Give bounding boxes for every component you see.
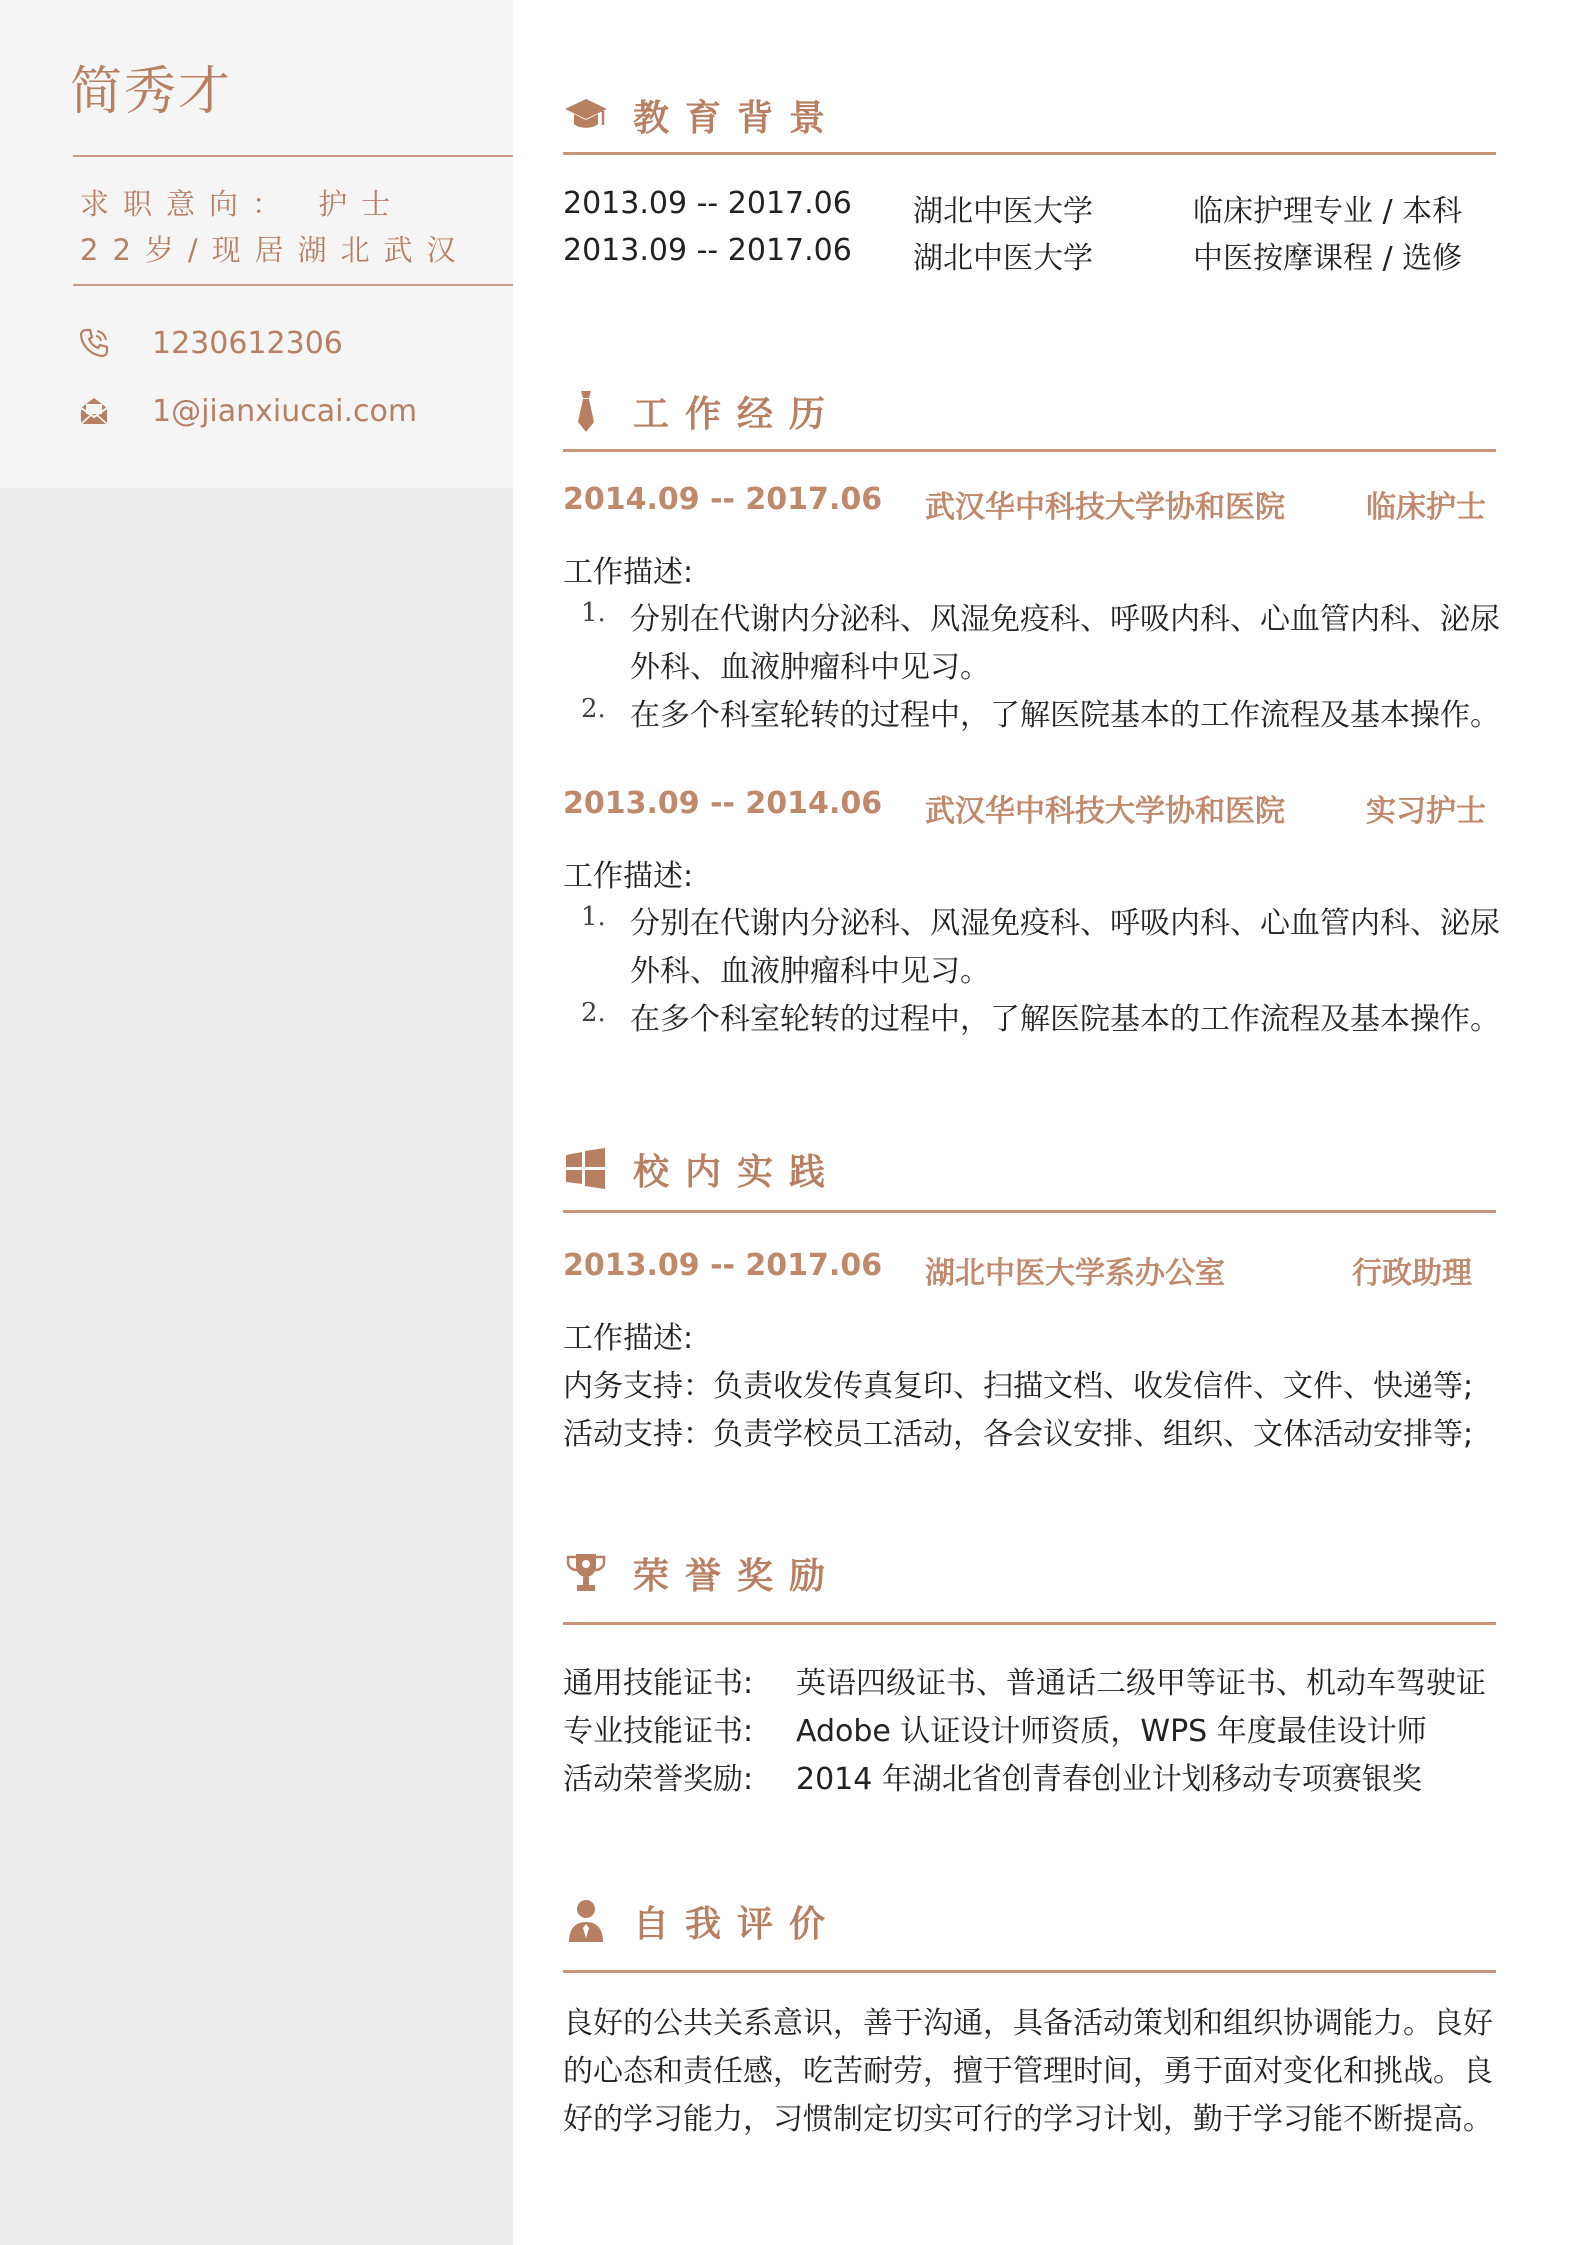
divider [73, 155, 513, 157]
edu-major: 临床护理专业 / 本科 [1193, 194, 1463, 229]
section-title: 自我评价 [633, 1904, 842, 1945]
edu-major: 中医按摩课程 / 选修 [1193, 241, 1463, 276]
envelope-icon [78, 395, 110, 427]
phone-icon [78, 327, 110, 359]
person-icon [563, 1898, 609, 1944]
honors-header [563, 1542, 1496, 1602]
honor-label: 通用技能证书: [563, 1666, 754, 1701]
candidate-name: 简秀才 [70, 62, 233, 122]
section-title: 工作经历 [633, 394, 842, 435]
job-period: 2013.09 -- 2014.06 [563, 786, 883, 821]
contact-email [78, 391, 417, 431]
edu-period: 2013.09 -- 2017.06 [563, 233, 852, 268]
job-role: 实习护士 [1366, 794, 1486, 829]
section-divider [563, 152, 1496, 155]
trophy-icon [563, 1550, 609, 1596]
list-item: 分别在代谢内分泌科、风湿免疫科、呼吸内科、心血管内科、泌尿 [630, 602, 1500, 637]
edu-period: 2013.09 -- 2017.06 [563, 186, 852, 221]
campus-org: 湖北中医大学系办公室 [925, 1256, 1225, 1291]
list-number: 1. [581, 598, 606, 628]
section-title: 校内实践 [633, 1152, 842, 1193]
divider [73, 284, 513, 286]
list-item: 在多个科室轮转的过程中，了解医院基本的工作流程及基本操作。 [630, 1002, 1500, 1037]
job-desc-label: 工作描述: [563, 555, 694, 590]
list-number: 2. [581, 998, 606, 1028]
graduation-cap-icon [563, 92, 609, 138]
honor-label: 专业技能证书: [563, 1714, 754, 1749]
section-title: 教育背景 [633, 98, 842, 139]
job-org: 武汉华中科技大学协和医院 [925, 490, 1285, 525]
honor-label: 活动荣誉奖励: [563, 1762, 754, 1797]
list-item: 分别在代谢内分泌科、风湿免疫科、呼吸内科、心血管内科、泌尿 [630, 906, 1500, 941]
honor-value: 2014 年湖北省创青春创业计划移动专项赛银奖 [796, 1762, 1422, 1797]
list-item-continued: 外科、血液肿瘤科中见习。 [630, 650, 990, 685]
job-intent: 求职意向： 护士 [80, 187, 405, 221]
windows-icon [563, 1146, 609, 1192]
education-header [563, 84, 1496, 144]
campus-header [563, 1138, 1496, 1198]
tie-icon [563, 388, 609, 434]
list-item: 在多个科室轮转的过程中，了解医院基本的工作流程及基本操作。 [630, 698, 1500, 733]
section-divider [563, 449, 1496, 452]
list-number: 1. [581, 902, 606, 932]
edu-school: 湖北中医大学 [913, 241, 1093, 276]
age-location: 22岁/现居湖北武汉 [80, 233, 470, 267]
campus-duty: 内务支持：负责收发传真复印、扫描文档、收发信件、文件、快递等; [563, 1369, 1474, 1404]
campus-period: 2013.09 -- 2017.06 [563, 1248, 883, 1283]
self-eval-header [563, 1890, 1496, 1950]
honor-value: Adobe 认证设计师资质，WPS 年度最佳设计师 [796, 1714, 1427, 1749]
job-desc-label: 工作描述: [563, 859, 694, 894]
section-divider [563, 1622, 1496, 1625]
email-address: 1@jianxiucai.com [152, 393, 418, 429]
edu-school: 湖北中医大学 [913, 194, 1093, 229]
job-role: 临床护士 [1366, 490, 1486, 525]
work-header [563, 380, 1496, 440]
phone-number: 1230612306 [152, 325, 343, 361]
section-divider [563, 1970, 1496, 1973]
job-period: 2014.09 -- 2017.06 [563, 482, 883, 517]
self-evaluation-text: 良好的公共关系意识，善于沟通，具备活动策划和组织协调能力。良好的心态和责任感，吃苦耐劳，擅于管理时间，勇于面对变化和挑战。良好的学习能力，习惯制定切实可行的学习计划，勤于学习能不断提高。 [563, 2006, 1493, 2137]
list-item-continued: 外科、血液肿瘤科中见习。 [630, 954, 990, 989]
job-org: 武汉华中科技大学协和医院 [925, 794, 1285, 829]
campus-desc-label: 工作描述: [563, 1321, 694, 1356]
section-title: 荣誉奖励 [633, 1556, 842, 1597]
list-number: 2. [581, 694, 606, 724]
honor-value: 英语四级证书、普通话二级甲等证书、机动车驾驶证 [796, 1666, 1486, 1701]
campus-role: 行政助理 [1352, 1256, 1472, 1291]
campus-duty: 活动支持：负责学校员工活动，各会议安排、组织、文体活动安排等; [563, 1417, 1474, 1452]
section-divider [563, 1210, 1496, 1213]
contact-phone [78, 323, 343, 363]
